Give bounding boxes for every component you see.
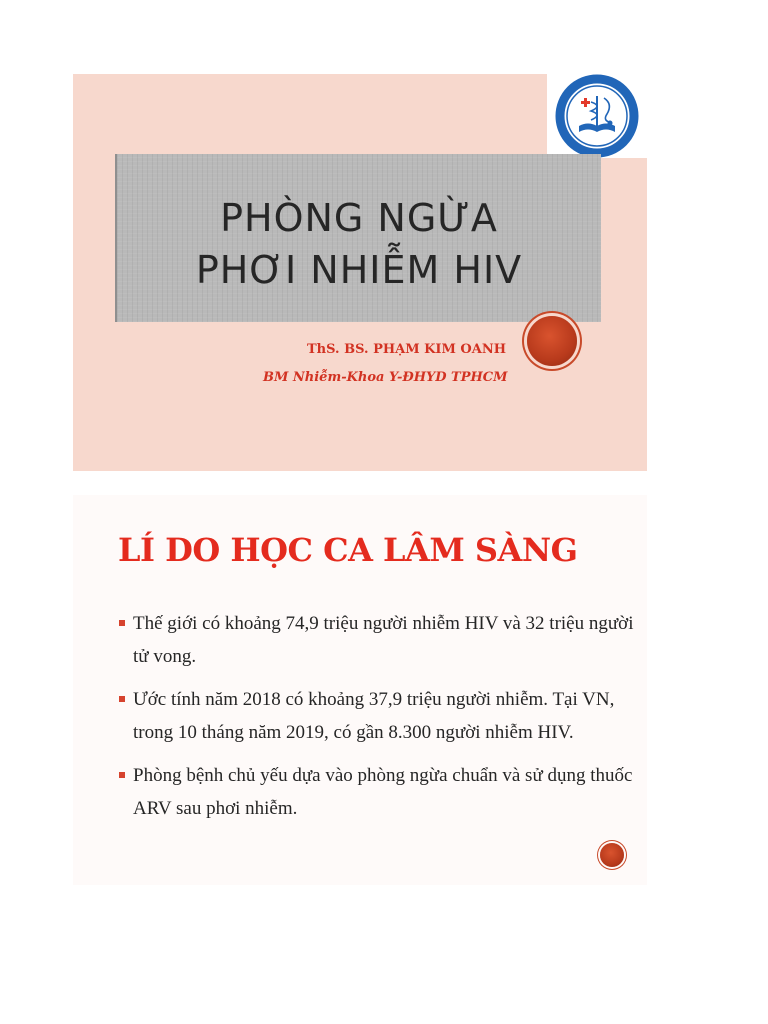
decorative-orb-icon	[527, 316, 577, 366]
bullet-square-icon	[119, 620, 125, 626]
bullet-text: Thế giới có khoảng 74,9 triệu người nhiễm HIV và 32 triệu người tử vong.	[133, 613, 634, 667]
department-name: BM Nhiễm-Khoa Y-ĐHYD TPHCM	[263, 370, 508, 385]
university-seal-icon	[547, 74, 647, 158]
title-box	[115, 154, 601, 322]
decorative-orb-icon	[600, 843, 624, 867]
list-item	[118, 607, 638, 673]
author-name: ThS. BS. PHẠM KIM OANH	[307, 342, 506, 357]
title-line-1: PHÒNG NGỪA	[220, 196, 498, 240]
slide-title: LÍ DO HỌC CA LÂM SÀNG	[118, 531, 578, 569]
bullet-square-icon	[119, 696, 125, 702]
bullet-list	[118, 607, 638, 835]
title-line-2: PHƠI NHIỄM HIV	[195, 248, 523, 292]
university-logo	[547, 74, 647, 158]
title-slide	[73, 74, 647, 471]
bullet-text: Phòng bệnh chủ yếu dựa vào phòng ngừa chuẩn và sử dụng thuốc ARV sau phơi nhiễm.	[133, 765, 633, 819]
list-item	[118, 683, 638, 749]
bullet-square-icon	[119, 772, 125, 778]
bullet-text: Ước tính năm 2018 có khoảng 37,9 triệu người nhiễm. Tại VN, trong 10 tháng năm 2019, có gần 8.300 người nhiễm HIV.	[133, 689, 615, 743]
list-item	[118, 759, 638, 825]
content-slide	[73, 495, 647, 885]
